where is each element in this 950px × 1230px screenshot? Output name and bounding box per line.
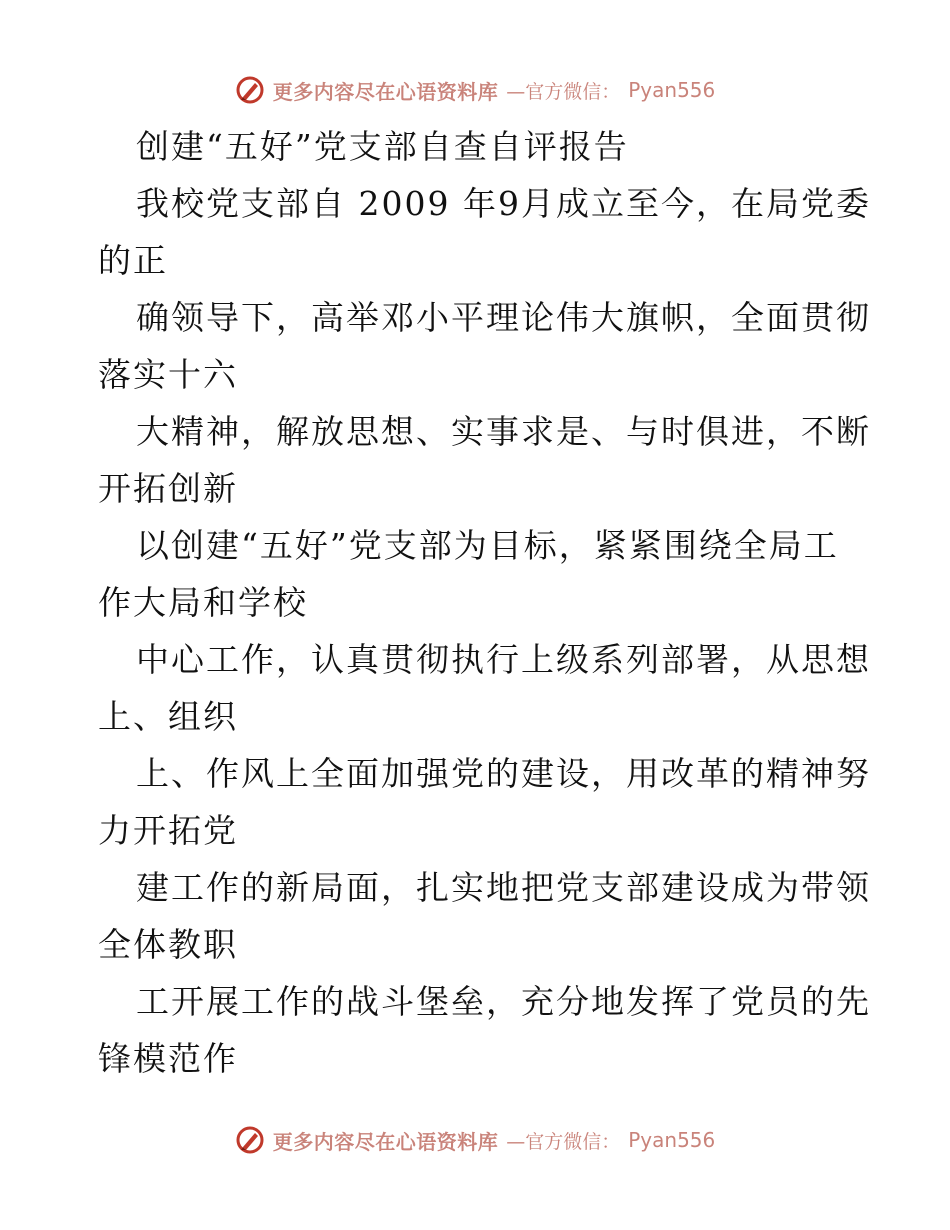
paragraph-line: 上、作风上全面加强党的建设，用改革的精神努 — [136, 754, 871, 793]
paragraph-line: 落实十六 — [98, 355, 238, 394]
watermark-wechat-id: Pyan556 — [628, 1128, 716, 1152]
paragraph-line: 的正 — [98, 241, 168, 280]
pen-logo-icon — [235, 1125, 265, 1155]
watermark-site-text: 更多内容尽在心语资料库 — [272, 79, 499, 104]
document-body — [98, 118, 871, 1087]
paragraph-line: 开拓创新 — [98, 469, 238, 508]
footer-watermark — [0, 1120, 950, 1160]
paragraph-line: 上、组织 — [98, 697, 238, 736]
paragraph-line: 中心工作，认真贯彻执行上级系列部署，从思想 — [136, 640, 871, 679]
header-watermark — [0, 70, 950, 110]
paragraph-line: 全体教职 — [98, 925, 238, 964]
watermark-wechat-id: Pyan556 — [628, 78, 716, 102]
paragraph-line: 确领导下，高举邓小平理论伟大旗帜，全面贯彻 — [136, 298, 871, 337]
paragraph-line: 工开展工作的战斗堡垒，充分地发挥了党员的先 — [136, 982, 871, 1021]
paragraph-line: 锋模范作 — [98, 1039, 238, 1078]
watermark-site-text: 更多内容尽在心语资料库 — [272, 1129, 499, 1154]
watermark-separator-text: —官方微信： — [506, 1130, 621, 1153]
watermark-separator-text: —官方微信： — [506, 80, 621, 103]
pen-logo-icon — [235, 75, 265, 105]
paragraph-line: 建工作的新局面，扎实地把党支部建设成为带领 — [136, 868, 871, 907]
paragraph-line: 作大局和学校 — [98, 583, 308, 622]
paragraph-line: 力开拓党 — [98, 811, 238, 850]
paragraph-line: 我校党支部自 2009 年9月成立至今，在局党委 — [136, 184, 871, 223]
paragraph-line: 大精神，解放思想、实事求是、与时俱进，不断 — [136, 412, 871, 451]
document-title: 创建“五好”党支部自查自评报告 — [136, 127, 629, 166]
paragraph-line: 以创建“五好”党支部为目标，紧紧围绕全局工 — [136, 526, 839, 565]
